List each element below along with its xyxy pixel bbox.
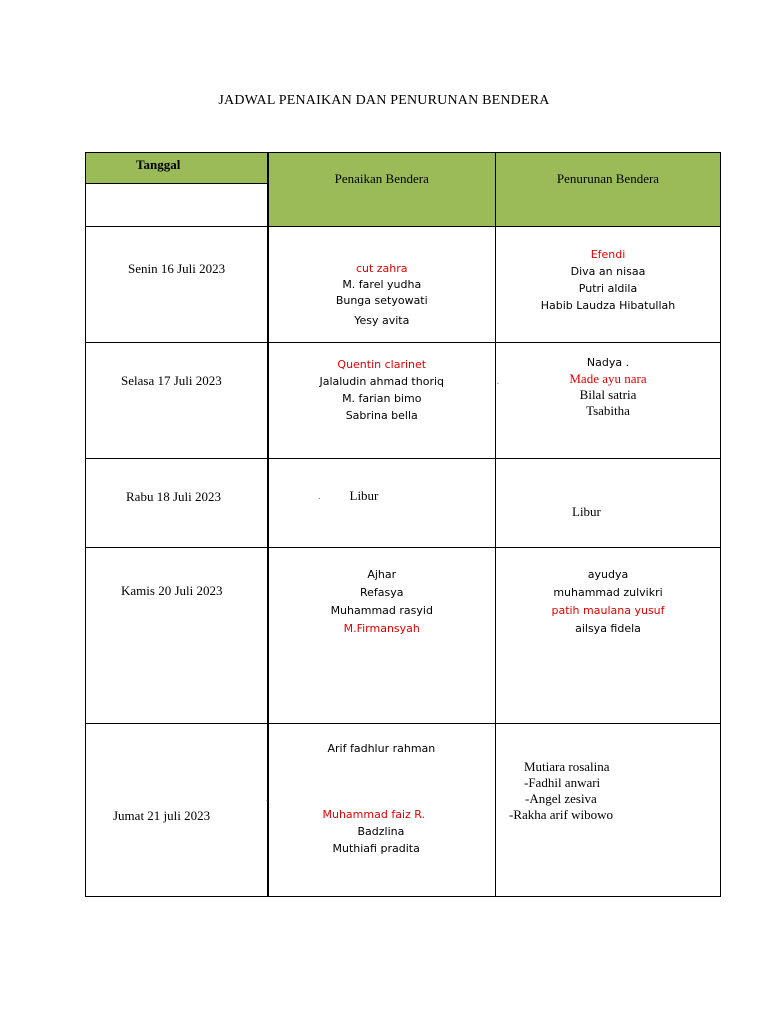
header-cell-penurunan <box>496 153 721 227</box>
date-text: Rabu 18 Juli 2023 <box>126 489 221 504</box>
document-title: JADWAL PENAIKAN DAN PENURUNAN BENDERA <box>218 93 550 108</box>
officer-name: Muhammad rasyid <box>330 604 433 617</box>
officer-name: Badzlina <box>357 825 405 838</box>
penurunan-cell <box>496 227 721 343</box>
officer-name: Nadya . <box>586 356 630 369</box>
officer-name: Mutiara rosalina <box>524 759 610 774</box>
header-tanggal: Tanggal <box>136 157 181 172</box>
penurunan-cell <box>496 724 721 897</box>
date-cell <box>86 343 268 459</box>
officer-name: -Angel zesiva <box>525 791 597 806</box>
date-cell <box>86 548 268 724</box>
penaikan-cell <box>268 227 496 343</box>
holiday-label: Libur <box>349 488 379 503</box>
officer-name: M. farian bimo <box>342 392 422 405</box>
officer-name: Jalaludin ahmad thoriq <box>319 375 445 388</box>
penaikan-cell: . Libur <box>268 459 496 548</box>
officer-name: cut zahra <box>355 262 408 275</box>
penaikan-cell <box>268 343 496 459</box>
penaikan-cell <box>268 548 496 724</box>
officer-name: M.Firmansyah <box>343 622 420 635</box>
officer-name: muhammad zulvikri <box>553 586 663 599</box>
date-cell: Jumat 21 juli 2023 . <box>86 724 268 897</box>
officer-name: Bilal satria <box>579 387 637 402</box>
officer-name: Arif fadhlur rahman <box>327 742 436 755</box>
date-text: Senin 16 Juli 2023 <box>128 261 226 276</box>
date-cell <box>86 459 268 548</box>
penurunan-cell <box>496 548 721 724</box>
penaikan-cell <box>268 724 496 897</box>
officer-name: Efendi <box>590 248 626 261</box>
officer-name: ayudya <box>587 568 629 581</box>
officer-name: Muhammad faiz R. <box>322 808 426 821</box>
table-row <box>86 227 721 343</box>
officer-name: Refasya <box>359 586 404 599</box>
officer-name: ailsya fidela <box>575 622 641 635</box>
header-penaikan: Penaikan Bendera <box>334 171 429 186</box>
date-text: Jumat 21 juli 2023 <box>113 808 211 823</box>
date-text: Selasa 17 Juli 2023 <box>121 373 222 388</box>
officer-name: patih maulana yusuf <box>551 604 665 617</box>
officer-name: -Fadhil anwari <box>524 775 601 790</box>
table-row <box>86 343 721 459</box>
penurunan-cell: . Nadya . Made ayu nara Bilal satria Tsabitha <box>496 343 721 459</box>
officer-name: Muthiafi pradita <box>332 842 420 855</box>
officer-name: Quentin clarinet <box>337 358 427 371</box>
officer-name: Bunga setyowati <box>335 294 428 307</box>
table-header-row <box>86 153 721 227</box>
schedule-table <box>85 152 721 897</box>
table-row <box>86 724 721 897</box>
holiday-label: Libur <box>572 504 601 519</box>
header-cell-penaikan <box>268 153 496 227</box>
officer-name: Sabrina bella <box>345 409 418 422</box>
table-row <box>86 459 721 548</box>
officer-name: -Rakha arif wibowo <box>509 807 613 822</box>
officer-name: Ajhar <box>367 568 397 581</box>
officer-name: Yesy avita <box>354 314 410 327</box>
penurunan-cell <box>496 459 721 548</box>
header-penurunan: Penurunan Bendera <box>556 171 660 186</box>
officer-name: M. farel yudha <box>342 278 422 291</box>
header-cell-tanggal <box>86 153 268 227</box>
officer-name: Habib Laudza Hibatullah <box>540 299 676 312</box>
table-row <box>86 548 721 724</box>
officer-name: Made ayu nara <box>569 371 647 386</box>
date-text: Kamis 20 Juli 2023 <box>121 583 223 598</box>
officer-name: Tsabitha <box>586 403 630 418</box>
officer-name: Putri aldila <box>578 282 638 295</box>
date-cell <box>86 227 268 343</box>
officer-name: Diva an nisaa <box>570 265 646 278</box>
